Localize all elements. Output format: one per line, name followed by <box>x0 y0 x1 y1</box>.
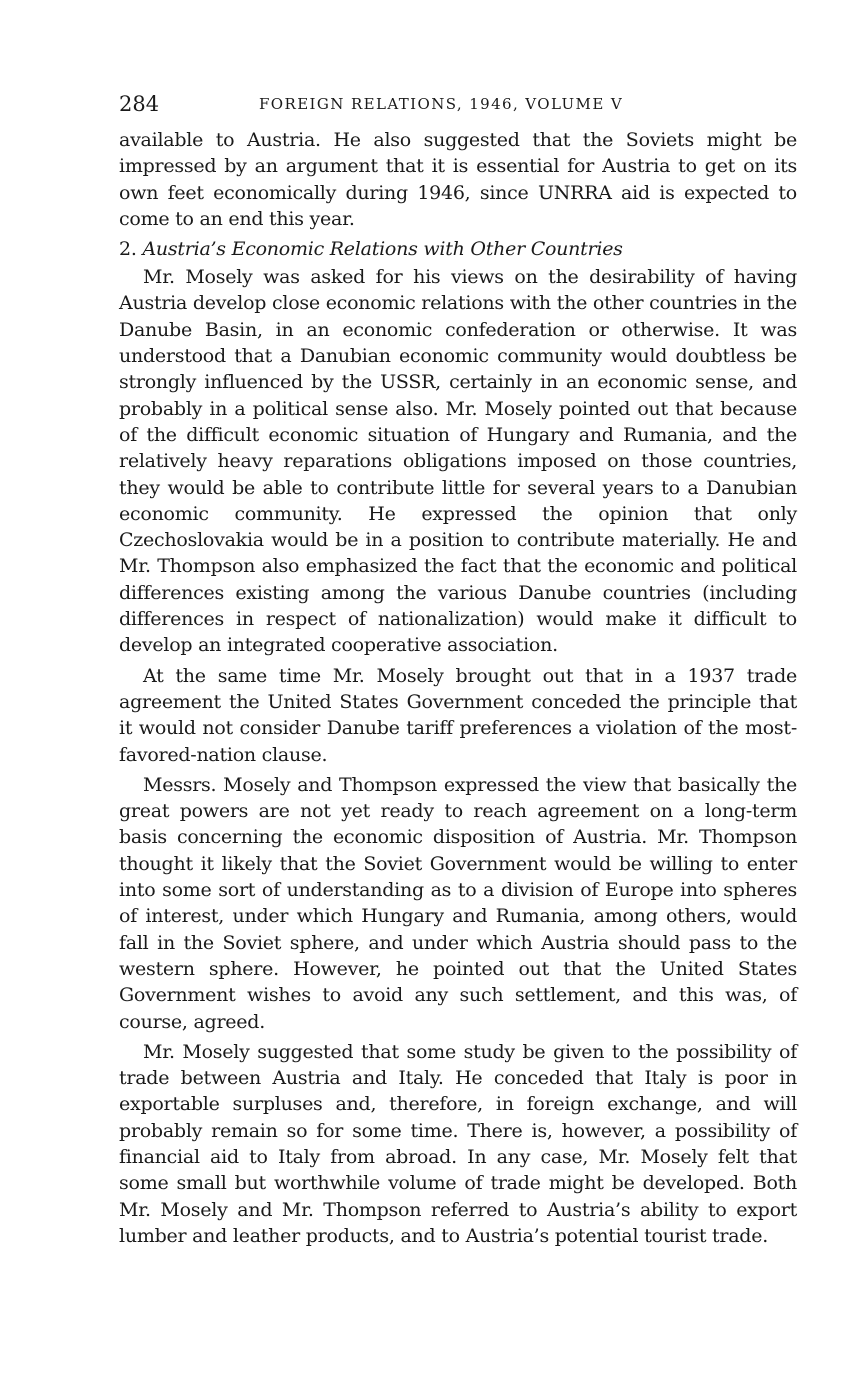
page-header <box>119 88 797 122</box>
body-text <box>119 127 797 1249</box>
page-number: 284 <box>119 92 160 116</box>
document-page <box>119 88 797 1249</box>
paragraph-continuation: available to Austria. He also suggested that the Soviets might be impressed by an argument that it is essential for Austria to get on its own feet economically during 1946, since UNRRA aid is expected to come to an end this year. <box>119 129 797 230</box>
paragraph-trade-with-italy: Mr. Mosely suggested that some study be given to the possibility of trade between Austria and Italy. He conceded that Italy is poor in exportable surpluses and, therefore, in foreign exchange, and will probably remain so for some time. There is, however, a possibility of financial aid to Italy from abroad. In any case, Mr. Mosely felt that some small but worthwhile volume of trade might be developed. Both Mr. Mosely and Mr. Thompson referred to Austria’s ability to export lumber and leather products, and to Austria’s potential tourist trade. <box>119 1040 797 1247</box>
running-head: FOREIGN RELATIONS, 1946, VOLUME V <box>259 95 624 113</box>
section-title: Austria’s Economic Relations with Other Countries <box>142 238 623 261</box>
section-number: 2. <box>119 238 137 261</box>
paragraph-spheres-of-interest: Messrs. Mosely and Thompson expressed the view that basically the great powers are not yet ready to reach agreement on a long-term basis concerning the economic disposition of Austria. Mr. Thompson thought it likely that the Soviet Government would be willing to enter into some sort of understanding as to a division of Europe into spheres of interest, under which Hungary and Rumania, among others, would fall in the Soviet sphere, and under which Austria should pass to the western sphere. However, he pointed out that the United States Government wishes to avoid any such settlement, and this was, of course, agreed. <box>119 773 797 1033</box>
paragraph-danube-basin: Mr. Mosely was asked for his views on the desirability of having Austria develop close economic relations with the other countries in the Danube Basin, in an economic confederation or otherwise. It was understood that a Danubian economic community would doubtless be strongly influenced by the USSR, certainly in an economic sense, and probably in a political sense also. Mr. Mosely pointed out that because of the difficult economic situation of Hungary and Rumania, and the relatively heavy reparations obligations imposed on those countries, they would be able to contribute little for several years to a Danubian economic community. He expressed the opinion that only Czechoslovakia would be in a position to contribute materially. He and Mr. Thompson also emphasized the fact that the economic and political differences existing among the various Danube countries (including differences in respect of nationalization) would make it difficult to develop an integrated cooperative association. <box>119 266 797 657</box>
section-heading <box>119 236 797 262</box>
paragraph-trade-agreement: At the same time Mr. Mosely brought out that in a 1937 trade agreement the United States Government conceded the principle that it would not consider Danube tariff preferences a violation of the most-favored-nation clause. <box>119 664 797 766</box>
